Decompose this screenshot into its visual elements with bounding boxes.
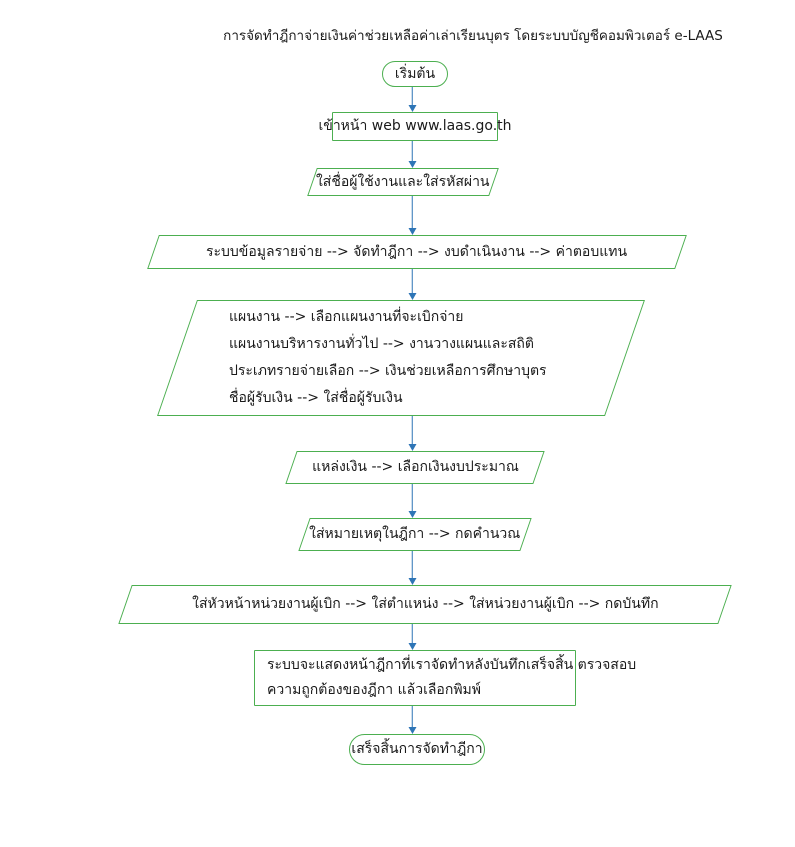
flow-arrow-9 — [407, 706, 418, 734]
node-source-label: แหล่งเงิน --> เลือกเงินงบประมาณ — [311, 459, 519, 476]
flow-arrow-3 — [407, 196, 418, 235]
node-plan-label — [229, 304, 574, 412]
node-start — [382, 61, 448, 87]
node-review — [254, 650, 637, 706]
node-plan-line-4: ชื่อผู้รับเงิน --> ใส่ชื่อผู้รับเงิน — [228, 390, 403, 406]
flow-arrow-6 — [407, 484, 418, 518]
flow-arrow-4 — [407, 269, 418, 300]
node-review-line-2: ความถูกต้องของฎีกา แล้วเลือกพิมพ์ — [267, 682, 482, 698]
flow-arrow-1 — [407, 87, 418, 112]
node-approver-label: ใส่หัวหน้าหน่วยงานผู้เบิก --> ใส่ตำแหน่ง --> ใส่หน่วยงานผู้เบิก --> กดบันทึก — [191, 596, 659, 613]
node-review-label — [267, 653, 636, 703]
node-plan-line-3: ประเภทรายจ่ายเลือก --> เงินช่วยเหลือการศึกษาบุตร — [228, 363, 547, 379]
node-source — [285, 451, 544, 484]
flow-arrow-8 — [407, 624, 418, 650]
node-login — [307, 168, 499, 196]
node-plan-line-2: แผนงานบริหารงานทั่วไป --> งานวางแผนและสถิติ — [228, 336, 534, 352]
node-end-label: เสร็จสิ้นการจัดทำฎีกา — [351, 741, 483, 758]
page-title: การจัดทำฎีกาจ่ายเงินค่าช่วยเหลือค่าเล่าเรียนบุตร โดยระบบบัญชีคอมพิวเตอร์ e-LAAS — [223, 28, 723, 44]
node-login-label: ใส่ชื่อผู้ใช้งานและใส่รหัสผ่าน — [316, 173, 490, 190]
node-menu-label: ระบบข้อมูลรายจ่าย --> จัดทำฎีกา --> งบดำเนินงาน --> ค่าตอบแทน — [206, 243, 628, 260]
node-plan — [157, 300, 645, 416]
node-note-label: ใส่หมายเหตุในฎีกา --> กดคำนวณ — [309, 526, 521, 543]
flow-arrow-7 — [407, 551, 418, 585]
node-approver — [118, 585, 731, 624]
node-web-label: เข้าหน้า web www.laas.go.th — [318, 118, 512, 135]
node-start-label: เริ่มต้น — [394, 65, 436, 82]
node-note — [298, 518, 531, 551]
node-plan-line-1: แผนงาน --> เลือกแผนงานที่จะเบิกจ่าย — [228, 309, 463, 325]
node-end — [349, 734, 485, 765]
node-menu — [147, 235, 687, 269]
node-web — [318, 112, 512, 141]
flow-arrow-2 — [407, 141, 418, 168]
node-review-line-1: ระบบจะแสดงหน้าฎีกาที่เราจัดทำหลังบันทึกเสร็จสิ้น ตรวจสอบ — [267, 657, 637, 673]
flow-arrow-5 — [407, 416, 418, 451]
